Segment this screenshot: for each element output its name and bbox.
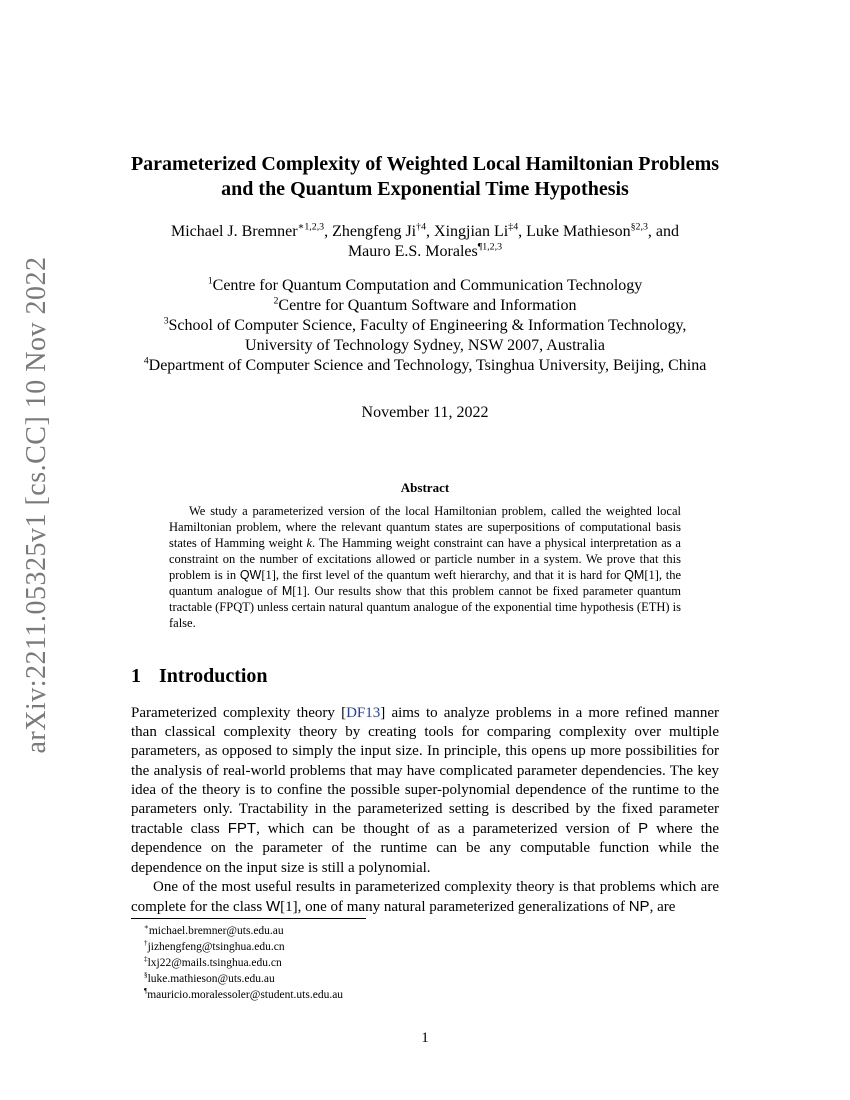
math-k: k: [306, 536, 312, 550]
author-marks: ∗1,2,3: [297, 221, 325, 233]
affiliation-number: 2: [273, 295, 279, 307]
class-fpt: FPT: [227, 820, 257, 838]
affiliation-number: 4: [143, 355, 149, 367]
abstract-body: [169, 503, 681, 631]
abstract-paragraph: We study a parameterized version of the local Hamiltonian problem, called the weighted local Hamiltonian problem, where the relevant quantum states are superpositions of computational basis states of Hamming weight k. The Hamming weight constraint can have a physical interpretation as a constraint on the number of excitations allowed or particle number in a system. We prove that this problem is in QW[1], the first level of the quantum weft hierarchy, and that it is hard for QM[1], the quantum analogue of M[1]. Our results show that this problem cannot be fixed parameter quantum tractable (FPQT) unless certain natural quantum analogue of the exponential time hypothesis (ETH) is false.: [169, 504, 682, 630]
author-marks: †4: [416, 221, 427, 233]
abstract-heading: Abstract: [400, 480, 450, 495]
title-line-1: Parameterized Complexity of Weighted Local Hamiltonian Problems: [130, 153, 720, 175]
affiliation: [0, 336, 850, 356]
author-list: [0, 222, 850, 262]
footnote-rule: [131, 918, 366, 919]
footnote: [144, 955, 343, 971]
footnote-mark: ¶: [144, 987, 148, 996]
footnote: [144, 923, 343, 939]
affiliation: [0, 276, 850, 296]
class-qw: QW: [239, 568, 262, 582]
affiliation-text: Centre for Quantum Computation and Communication Technology: [212, 277, 643, 294]
affiliation-text: Department of Computer Science and Technology, Tsinghua University, Beijing, China: [148, 357, 707, 374]
author-name: Xingjian Li: [434, 223, 509, 240]
author-marks: §2,3: [630, 221, 648, 233]
author-name: Luke Mathieson: [526, 223, 631, 240]
affiliation-number: 3: [163, 315, 169, 327]
affiliation: [0, 356, 850, 376]
footnote-email: luke.mathieson@uts.edu.au: [147, 973, 275, 985]
author-separator: ,: [324, 223, 333, 240]
author-name: Mauro E.S. Morales: [347, 243, 478, 260]
affiliation: [0, 316, 850, 336]
footnote: [144, 939, 343, 955]
footnote: [144, 971, 343, 987]
class-qm: QM: [624, 568, 645, 582]
class-w: W: [265, 898, 281, 916]
affiliation-text: School of Computer Science, Faculty of Engineering & Information Technology,: [168, 317, 687, 334]
class-np: NP: [628, 898, 650, 916]
paragraph: Parameterized complexity theory [DF13] aims to analyze problems in a more refined manner than classical complexity theory by creating tools for comparing complexity over multiple parameters, as opposed to simply the input size. In principle, this opens up more possibilities for the analysis of real-world problems that may have complicated parameter dependencies. The key idea of the theory is to confine the possible super-polynomial dependence of the runtime to the parameters only. Tractability in the parameterized setting is described by the fixed parameter tractable class FPT, which can be thought of as a parameterized version of P where the dependence on the parameter of the runtime can be any computable function while the dependence on the input size is still a polynomial.: [131, 705, 719, 876]
footnote-email: lxj22@mails.tsinghua.edu.cn: [147, 957, 282, 969]
author-name: Zhengfeng Ji: [332, 223, 417, 240]
footnote-mark: †: [144, 939, 148, 948]
section-heading: [131, 665, 268, 688]
affiliation: [0, 296, 850, 316]
arxiv-identifier: arXiv:2211.05325v1 [cs.CC] 10 Nov 2022: [21, 256, 52, 754]
paper-title: [0, 152, 850, 202]
affiliation-text: University of Technology Sydney, NSW 2007, Australia: [245, 337, 605, 354]
affiliation-number: 1: [207, 275, 213, 287]
author-separator: ,: [518, 223, 527, 240]
author-name: Michael J. Bremner: [170, 223, 298, 240]
class-p: P: [638, 820, 649, 838]
affiliation-text: Centre for Quantum Software and Information: [278, 297, 577, 314]
title-line-2: and the Quantum Exponential Time Hypothesis: [221, 178, 629, 200]
author-separator: ,: [426, 223, 435, 240]
section-title: Introduction: [159, 665, 268, 687]
footnote-list: [131, 923, 343, 1003]
author-separator: , and: [647, 223, 680, 240]
paper-date: November 11, 2022: [361, 404, 489, 421]
citation-link-df13[interactable]: DF13: [346, 705, 381, 721]
footnote-email: michael.bremner@uts.edu.au: [148, 925, 284, 937]
author-marks: ¶1,2,3: [477, 241, 503, 253]
footnote-mark: ∗: [144, 923, 149, 932]
introduction-body: [131, 704, 719, 917]
affiliation-list: [0, 276, 850, 376]
author-marks: ‡4: [508, 221, 519, 233]
paragraph: One of the most useful results in parameterized complexity theory is that problems which are complete for the class W[1], one of many natural parameterized generalizations of NP, are: [131, 878, 719, 916]
footnote-mark: §: [144, 971, 148, 980]
footnote-mark: ‡: [144, 955, 148, 964]
section-number: 1: [131, 665, 141, 687]
footnote: [144, 987, 343, 1003]
page-number: 1: [421, 1030, 429, 1046]
class-m: M: [281, 584, 293, 598]
footnote-email: mauricio.moralessoler@student.uts.edu.au: [147, 989, 344, 1001]
footnote-email: jizhengfeng@tsinghua.edu.cn: [147, 941, 285, 953]
